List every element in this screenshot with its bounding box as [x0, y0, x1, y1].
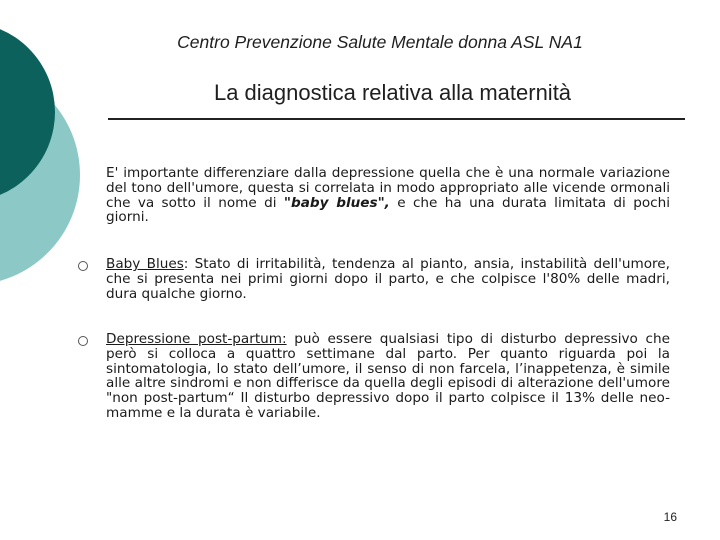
bullet-term: Baby Blues [106, 256, 184, 272]
bullet-term: Depressione post-partum: [106, 331, 287, 347]
bullet-item-baby-blues [106, 257, 670, 301]
bullet-text: : Stato di irritabilità, tendenza al pianto, ansia, instabilità dell'umore, che si presenta nei primi giorni dopo il parto, e che colpisce l'80% delle madri, dura qualche giorno. [106, 256, 670, 302]
bullet-item-depressione-post-partum [106, 332, 670, 421]
bullet-marker [78, 261, 88, 271]
bullet-marker [78, 336, 88, 346]
intro-text-b: e che ha una durata limitata di pochi giorni. [106, 194, 671, 226]
intro-text-a: E' importante differenziare dalla depressione quella che è una normale variazione del tono dell'umore, questa si correlata in modo appropriato alle vicende ormonali che va sotto il nome di [106, 165, 670, 211]
intro-paragraph [106, 166, 670, 225]
slide-title: La diagnostica relativa alla maternità [213, 80, 572, 105]
page-number: 16 [663, 510, 677, 524]
title-underline [108, 118, 685, 120]
organization-subtitle: Centro Prevenzione Salute Mentale donna ASL NA1 [177, 32, 583, 52]
bullet-text: può essere qualsiasi tipo di disturbo depressivo che però si colloca a quattro settimane dal parto. Per quanto riguarda poi la sintomatologia, lo stato dell’umore, il senso di non farcela, l’inappetenza, è simile alle altre sindromi e non differisce da quella degli episodi di alterazione dell'umore "non post-partum“ Il disturbo depressivo dopo il parto colpisce il 13% delle neo-mamme e la durata è variabile. [106, 331, 671, 421]
intro-emphasis: "baby blues", [283, 194, 390, 211]
